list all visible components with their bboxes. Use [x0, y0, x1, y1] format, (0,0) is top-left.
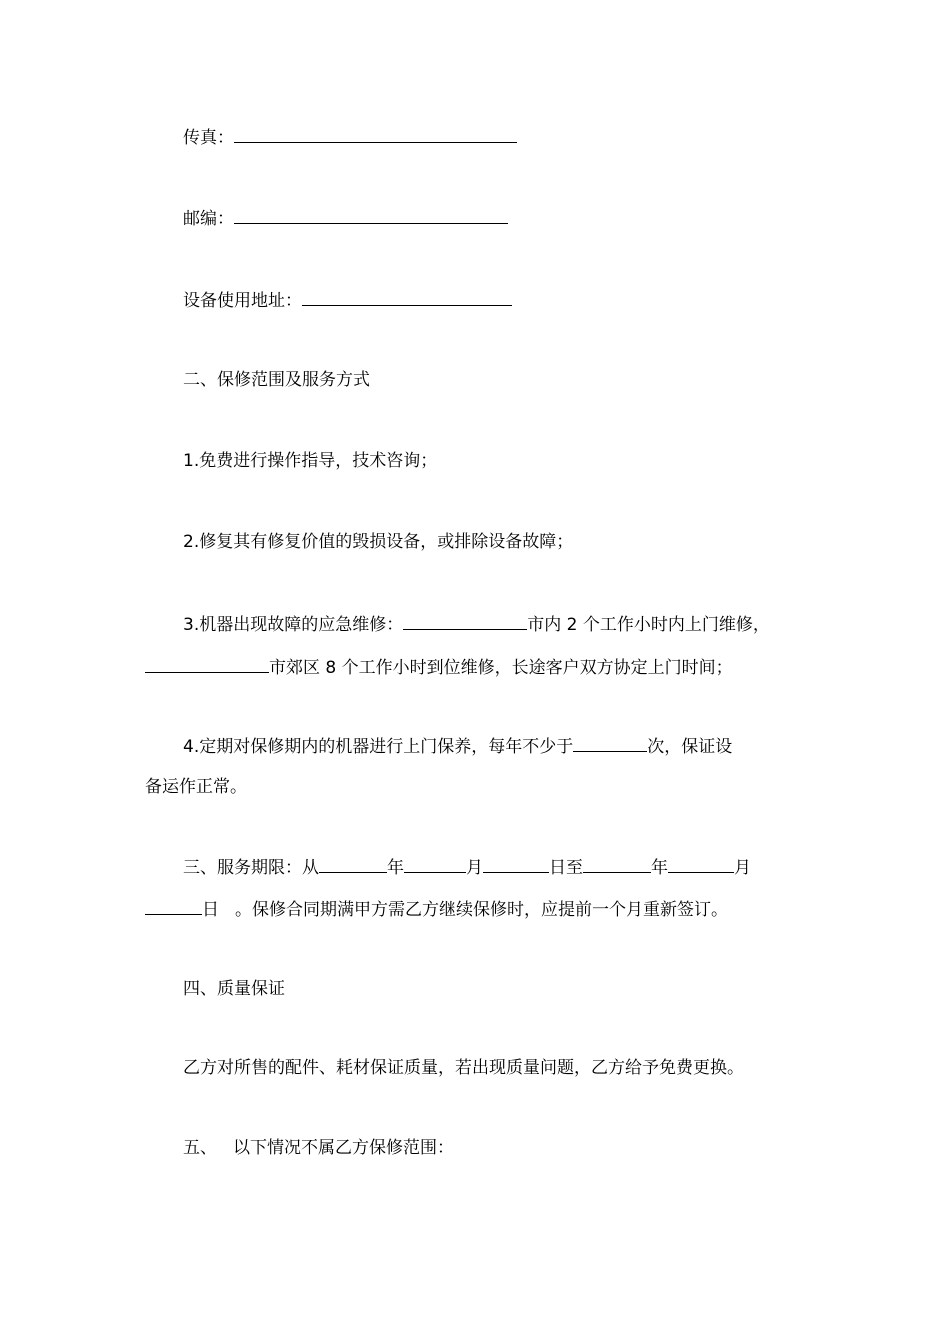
end-day-blank[interactable] — [145, 896, 202, 915]
end-month-blank[interactable] — [668, 854, 734, 873]
section2-item4-line2: 备运作正常。 — [145, 777, 247, 797]
address-row — [183, 287, 512, 313]
postcode-row — [183, 205, 508, 231]
item3-text-c: 市郊区 8 个工作小时到位维修，长途客户双方协定上门时间； — [269, 658, 733, 678]
item3-blank-suburb[interactable] — [145, 654, 269, 673]
end-year-blank[interactable] — [583, 854, 651, 873]
item4-text-b: 次，保证设 — [647, 737, 733, 757]
end-month-label: 月 — [734, 858, 751, 878]
end-year-label: 年 — [651, 858, 668, 878]
section3-prefix: 三、服务期限：从 — [183, 858, 319, 878]
start-month-label: 月 — [466, 858, 483, 878]
start-year-blank[interactable] — [319, 854, 387, 873]
section3-line1 — [183, 854, 751, 880]
section2-item3-line2 — [145, 654, 733, 680]
section5-title: 以下情况不属乙方保修范围： — [233, 1138, 454, 1158]
address-label: 设备使用地址： — [183, 291, 302, 311]
item3-text-a: 3.机器出现故障的应急维修： — [183, 615, 404, 635]
fax-label: 传真： — [183, 128, 234, 148]
section2-title: 二、保修范围及服务方式 — [183, 370, 370, 390]
section5-title-row — [183, 1136, 454, 1160]
fax-row — [183, 124, 517, 150]
section3-line2 — [145, 896, 728, 922]
item4-blank-times[interactable] — [573, 733, 647, 752]
start-day-label: 日至 — [549, 858, 583, 878]
section2-item3-line1 — [183, 611, 770, 637]
section2-item4-line1 — [183, 733, 732, 759]
section2-item2: 2.修复其有修复价值的毁损设备，或排除设备故障； — [183, 532, 574, 552]
end-day-label: 日 — [202, 900, 219, 920]
section4-body: 乙方对所售的配件、耗材保证质量，若出现质量问题，乙方给予免费更换。 — [183, 1058, 744, 1078]
section5-number: 五、 — [183, 1138, 217, 1158]
item3-text-b: 市内 2 个工作小时内上门维修， — [527, 615, 770, 635]
item4-text-a: 4.定期对保修期内的机器进行上门保养，每年不少于 — [183, 737, 574, 757]
postcode-label: 邮编： — [183, 209, 234, 229]
section3-sentence: 。保修合同期满甲方需乙方继续保修时，应提前一个月重新签订。 — [235, 900, 728, 920]
fax-blank[interactable] — [234, 124, 517, 143]
start-day-blank[interactable] — [483, 854, 549, 873]
address-blank[interactable] — [302, 287, 512, 306]
section4-title: 四、质量保证 — [183, 979, 285, 999]
start-year-label: 年 — [387, 858, 404, 878]
start-month-blank[interactable] — [404, 854, 466, 873]
postcode-blank[interactable] — [234, 205, 508, 224]
section2-item1: 1.免费进行操作指导，技术咨询； — [183, 451, 438, 471]
item3-blank-city[interactable] — [403, 611, 527, 630]
